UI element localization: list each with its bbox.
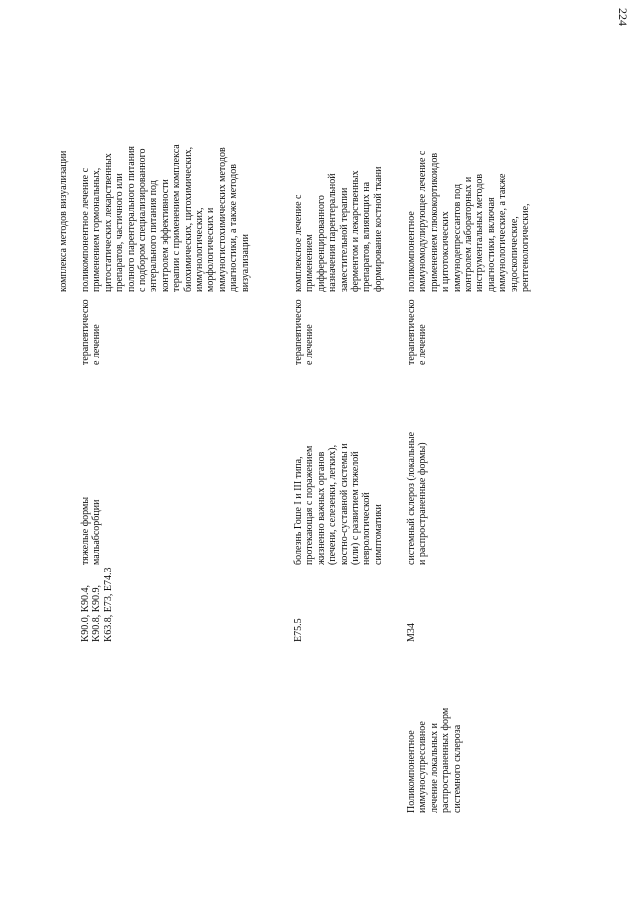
icd-code-cell: M34 (406, 623, 417, 642)
patient-model-cell: тяжелые формы мальабсорбции (80, 496, 103, 565)
patient-model-cell: болезнь Гоше I и III типа, протекающая с поражением жизненно важных органов (печени, селезенки, легких), костно-суставной системы и (или) с развитием тяжелой неврологической симптоматики (293, 443, 384, 565)
treatment-method-cell: поликомпонентное лечение с применением гормональных, цитостатических лекарственных препаратов, частичного или полного парентерального питания с подбором специализированного энтерального питания под контролем эффективности терапии с применением комплекса биохимических, цитохимических, иммунологических, морфологических и иммуногистохимических методов диагностики, а также методов визуализации (80, 144, 251, 292)
treatment-method-cell: поликомпонентное иммуномодулирующее лечение с применением глюкокортикоидов и цитотоксических иммунодепрессантов под контролем лабораторных и инструментальных методов диагностики, включая иммунологические, а также эндоскопические, рентгенологические, (406, 150, 532, 292)
treatment-kind-cell: терапевтическо е лечение (293, 299, 316, 365)
continuation-text: комплекса методов визуализации (58, 150, 69, 292)
treatment-kind-cell: терапевтическо е лечение (406, 299, 429, 365)
treatment-method-cell: комплексное лечение с применением дифференцированного назначения парентеральной заместительной терапии ферментом и лекарственных препаратов, влияющих на формирование костной ткани (293, 166, 384, 292)
page-number-text: 224 (616, 8, 630, 26)
profile-cell: Поликомпонентное иммуносупрессивное лечение локальных и распространенных форм системного склероза (406, 707, 463, 813)
patient-model-cell: системный склероз (локальные и распространенные формы) (406, 431, 429, 565)
icd-code-cell: E75.5 (293, 618, 304, 642)
icd-code-cell: K90.0, K90.4, K90.8, K90.9, K63.8, E73, E74.3 (80, 567, 114, 642)
treatment-kind-cell: терапевтическо е лечение (80, 299, 103, 365)
